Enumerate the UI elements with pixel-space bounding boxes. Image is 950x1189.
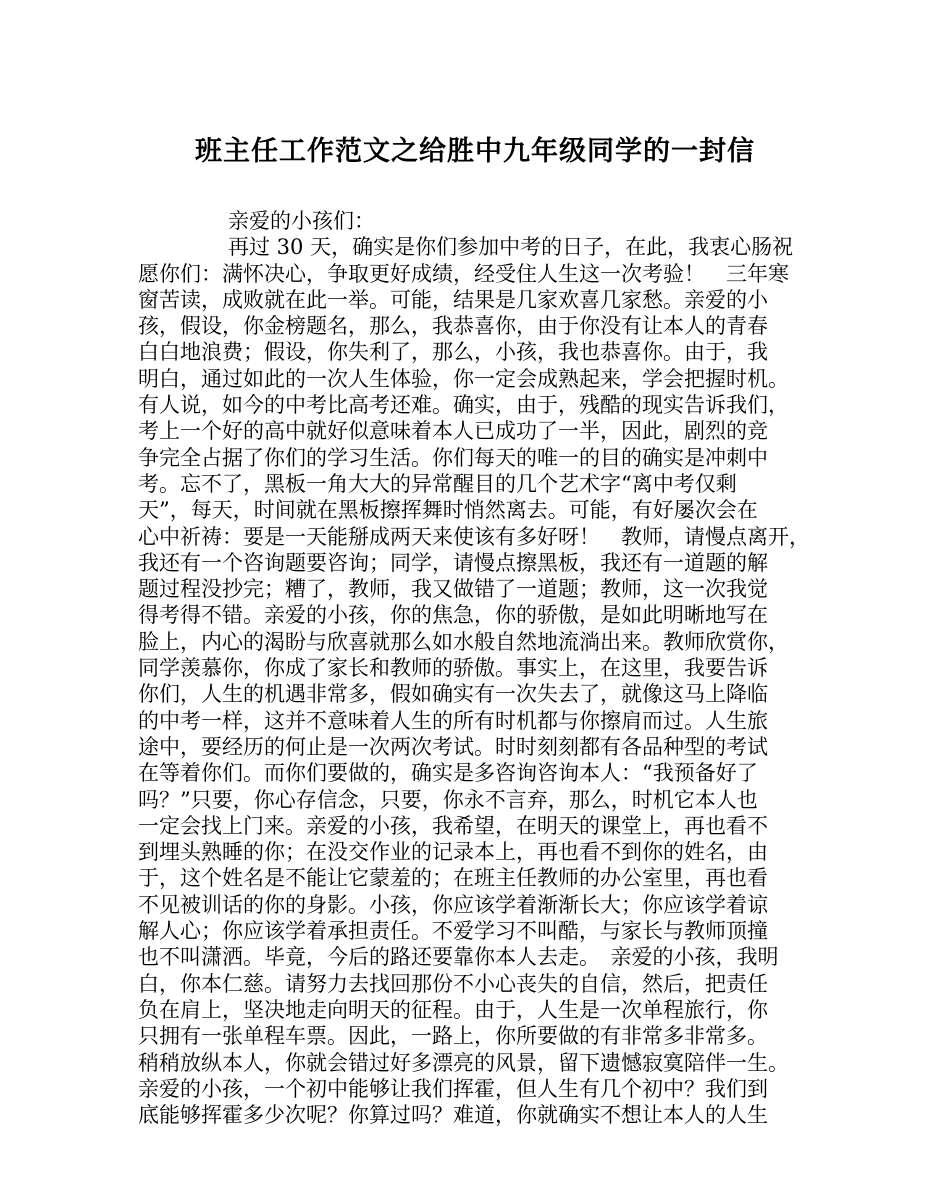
text-line: 也不叫潇洒。毕竟，今后的路还要靠你本人去走。 亲爱的小孩，我明 — [138, 945, 779, 970]
text-line: 有人说，如今的中考比高考还难。确实，由于，残酷的现实告诉我们， — [138, 393, 789, 418]
text-line: 题过程没抄完；糟了，教师，我又做错了一道题；教师，这一次我觉 — [138, 577, 768, 602]
letter-body — [138, 208, 828, 1128]
text-line: 窗苦读，成败就在此一举。可能，结果是几家欢喜几家愁。亲爱的小 — [138, 287, 768, 312]
text-line: 途中，要经历的何止是一次两次考试。时时刻刻都有各品种型的考试 — [138, 734, 768, 759]
text-line: 白白地浪费；假设，你失利了，那么，小孩，我也恭喜你。由于，我 — [138, 340, 768, 365]
text-line: 只拥有一张单程车票。因此，一路上，你所要做的有非常多非常多。 — [138, 1024, 768, 1049]
document-title: 班主任工作范文之给胜中九年级同学的一封信 — [195, 136, 755, 167]
text-line: 亲爱的小孩，一个初中能够让我们挥霍，但人生有几个初中？我们到 — [138, 1076, 768, 1101]
text-line: 负在肩上，坚决地走向明天的征程。由于，人生是一次单程旅行，你 — [138, 997, 768, 1022]
letter-greeting: 亲爱的小孩们： — [228, 209, 375, 233]
text-line: 争完全占据了你们的学习生活。你们每天的唯一的目的确实是冲刺中 — [138, 445, 768, 470]
text-line: 稍稍放纵本人，你就会错过好多漂亮的风景，留下遗憾寂寞陪伴一生。 — [138, 1050, 789, 1075]
text-line: 白，你本仁慈。请努力去找回那份不小心丧失的自信，然后，把责任 — [138, 971, 768, 996]
text-line: 你们，人生的机遇非常多，假如确实有一次失去了，就像这马上降临 — [138, 682, 768, 707]
text-line: 一定会找上门来。亲爱的小孩，我希望，在明天的课堂上，再也看不 — [138, 813, 768, 838]
text-line: 到埋头熟睡的你；在没交作业的记录本上，再也看不到你的姓名，由 — [138, 840, 768, 865]
text-line: 底能够挥霍多少次呢？你算过吗？难道，你就确实不想让本人的人生 — [138, 1103, 768, 1128]
text-line: 不见被训话的你的身影。小孩，你应该学着渐渐长大；你应该学着谅 — [138, 892, 768, 917]
text-line: 脸上，内心的渴盼与欣喜就那么如水般自然地流淌出来。教师欣赏你， — [138, 629, 789, 654]
text-line: 在等着你们。而你们要做的，确实是多咨询咨询本人：“我预备好了 — [138, 761, 758, 786]
text-line: 的中考一样，这并不意味着人生的所有时机都与你擦肩而过。人生旅 — [138, 708, 768, 733]
text-line: 愿你们：满怀决心，争取更好成绩，经受住人生这一次考验！ 三年寒 — [138, 261, 789, 286]
text-line: 孩，假设，你金榜题名，那么，我恭喜你，由于你没有让本人的青春 — [138, 314, 768, 339]
text-line: 解人心；你应该学着承担责任。不爱学习不叫酷，与家长与教师顶撞 — [138, 919, 768, 944]
text-line: 于，这个姓名是不能让它蒙羞的；在班主任教师的办公室里，再也看 — [138, 866, 768, 891]
text-line: 心中祈祷：要是一天能掰成两天来使该有多好呀！ 教师，请慢点离开， — [138, 524, 810, 549]
text-line: 明白，通过如此的一次人生体验，你一定会成熟起来，学会把握时机。 — [138, 366, 789, 391]
text-line: 考上一个好的高中就好似意味着本人已成功了一半，因此，剧烈的竞 — [138, 419, 768, 444]
text-line: 天”，每天，时间就在黑板擦挥舞时悄然离去。可能，有好屡次会在 — [138, 498, 758, 523]
text-line: 得考得不错。亲爱的小孩，你的焦急，你的骄傲，是如此明晰地写在 — [138, 603, 768, 628]
text-line: 同学羡慕你，你成了家长和教师的骄傲。事实上，在这里，我要告诉 — [138, 656, 768, 681]
text-line: 我还有一个咨询题要咨询；同学，请慢点擦黑板，我还有一道题的解 — [138, 550, 768, 575]
text-line: 吗？”只要，你心存信念，只要，你永不言弃，那么，时机它本人也 — [138, 787, 758, 812]
text-line: 考。忘不了，黑板一角大大的异常醒目的几个艺术字“离中考仅剩 — [138, 471, 737, 496]
text-line: 再过 30 天，确实是你们参加中考的日子，在此，我衷心肠祝 — [228, 235, 794, 260]
